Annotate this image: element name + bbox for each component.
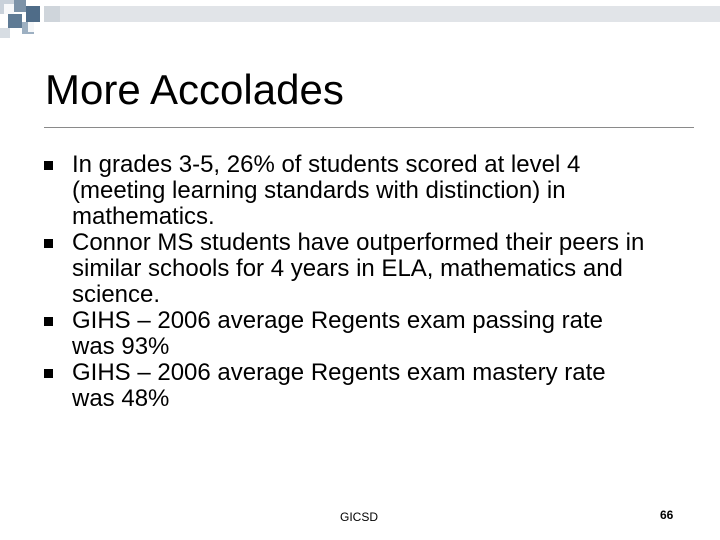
square-bullet-icon [44,161,53,170]
bullet-text: Connor MS students have outperformed their peers in similar schools for 4 years in ELA, mathematics and science. [72,229,645,308]
page-number: 66 [660,508,674,522]
decorative-checker-band [0,0,720,40]
footer-label: GICSD [340,510,379,524]
slide-title: More Accolades [45,66,344,113]
list-item [0,152,652,230]
square-bullet-icon [44,369,53,378]
list-item [0,360,652,412]
list-item [0,230,652,308]
square-bullet-icon [44,239,53,248]
title-divider [44,127,694,128]
square-bullet-icon [44,317,53,326]
bullet-text: GIHS – 2006 average Regents exam mastery rate was 48% [72,359,606,412]
bullet-text: In grades 3-5, 26% of students scored at level 4 (meeting learning standards with distinction) in mathematics. [72,151,581,230]
bullet-list [0,152,652,412]
bullet-text: GIHS – 2006 average Regents exam passing rate was 93% [72,307,603,360]
list-item [0,308,652,360]
